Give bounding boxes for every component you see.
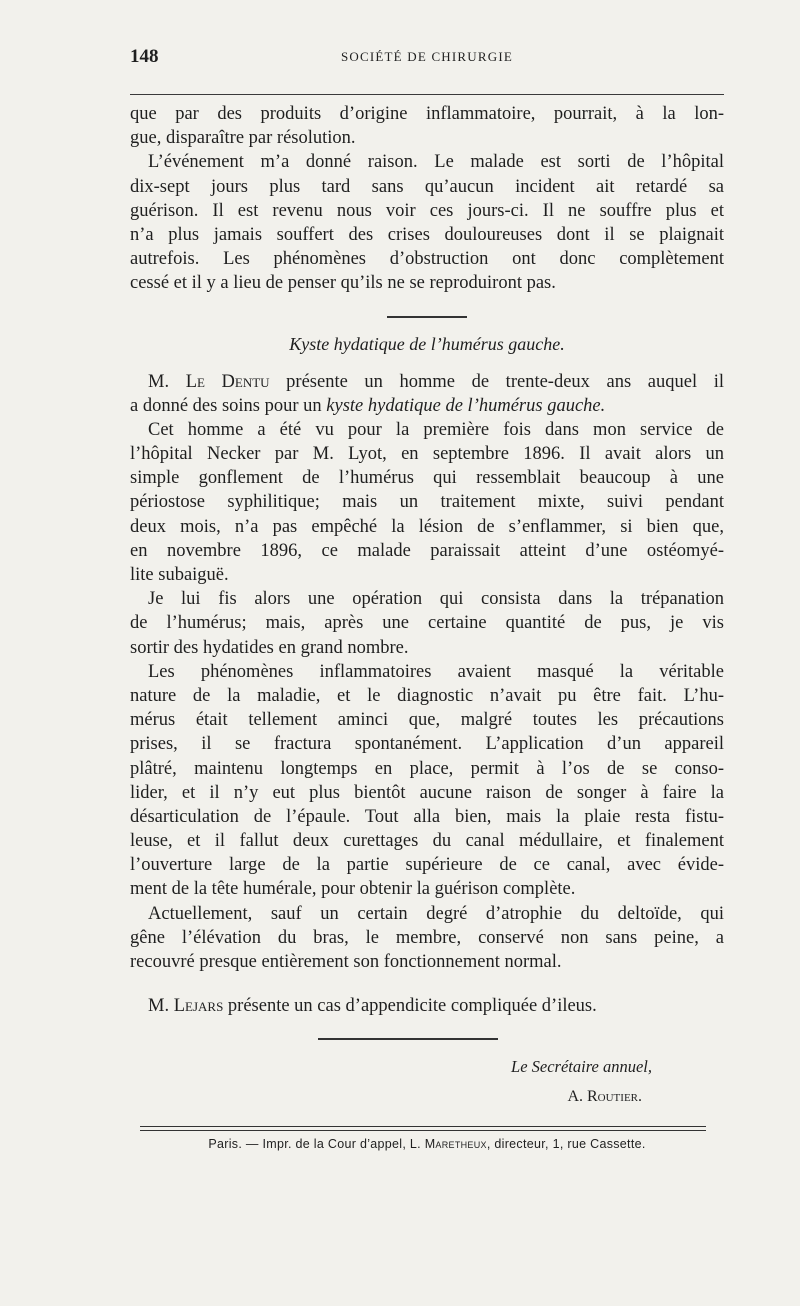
printer-imprint — [130, 1135, 724, 1153]
text-line: mérus était tellement aminci que, malgré toutes les précautions — [130, 710, 724, 731]
running-head: SOCIÉTÉ DE CHIRURGIE — [340, 49, 514, 64]
printer-name: Maretheux — [424, 1137, 487, 1152]
text-line — [130, 394, 724, 418]
text-line: cessé et il y a lieu de penser qu’ils ne se reproduiront pas. — [130, 273, 556, 294]
header-rule — [130, 94, 724, 95]
text-line: guérison. Il est revenu nous voir ces jours-ci. Il ne souffre plus et — [130, 200, 724, 221]
signature-surname: Routier. — [587, 1088, 642, 1106]
text-line — [130, 370, 724, 394]
text-line: l’hôpital Necker par M. Lyot, en septembre 1896. Il avait alors un — [130, 444, 724, 465]
text-line: deux mois, n’a pas empêché la lésion de s’enflammer, si bien que, — [130, 516, 724, 537]
text-line — [130, 994, 724, 1018]
lejars-prefix: M. — [148, 996, 174, 1017]
page-body — [130, 102, 724, 1153]
text-line: dix-sept jours plus tard sans qu’aucun incident ait retardé sa — [130, 176, 724, 197]
text-line: gue, disparaître par résolution. — [130, 128, 356, 149]
lead-text: présente un homme de trente-deux ans auquel il — [269, 371, 724, 392]
section-title: Kyste hydatique de l’humérus gauche. — [289, 333, 565, 354]
text-line: plâtré, maintenu longtemps en place, permit à l’os de se conso- — [130, 758, 724, 779]
text-line: n’a plus jamais souffert des crises douloureuses dont il se plaignait — [130, 224, 724, 245]
text-line: sortir des hydatides en grand nombre. — [130, 637, 409, 658]
text-line: lider, et il n’y eut plus bientôt aucune raison de songer à faire la — [130, 782, 724, 803]
text-line: gêne l’élévation du bras, le membre, conservé non sans peine, a — [130, 927, 724, 948]
text-line: simple gonflement de l’humérus qui ressemblait beaucoup à une — [130, 468, 724, 489]
author-name: Le Dentu — [185, 371, 270, 392]
closing-rule — [318, 1038, 498, 1040]
page-header — [130, 46, 724, 70]
text-line: périostose syphilitique; mais un traitement mixte, suivi pendant — [130, 492, 724, 513]
text-line: Les phénomènes inflammatoires avaient masqué la véritable — [148, 661, 724, 682]
lead-text: a donné des soins pour un — [130, 395, 327, 416]
text-line: autrefois. Les phénomènes d’obstruction ont donc complètement — [130, 249, 724, 270]
imprint-rule — [140, 1130, 706, 1131]
text-line: ment de la tête humérale, pour obtenir la guérison complète. — [130, 879, 576, 900]
signature-role: Le Secrétaire annuel, — [511, 1057, 652, 1077]
lead-italic-text: kyste hydatique de l’humérus gauche. — [326, 395, 606, 416]
text-line: prises, il se fractura spontanément. L’application d’un appareil — [130, 734, 724, 755]
section-divider — [387, 316, 467, 318]
lejars-text: présente un cas d’appendicite compliquée d’ileus. — [223, 996, 597, 1017]
signature-initial: A. — [567, 1088, 587, 1106]
text-line: Actuellement, sauf un certain degré d’atrophie du deltoïde, qui — [148, 903, 724, 924]
text-line: Je lui fis alors une opération qui consista dans la trépanation — [148, 589, 724, 610]
text-line: recouvré presque entièrement son fonctionnement normal. — [130, 952, 562, 972]
signature-name — [130, 1084, 724, 1110]
text-line: L’événement m’a donné raison. Le malade est sorti de l’hôpital — [148, 152, 724, 173]
text-line: lite subaiguë. — [130, 565, 229, 585]
text-line: que par des produits d’origine inflammatoire, pourrait, à la lon- — [130, 104, 724, 124]
text-line: désarticulation de l’épaule. Tout alla bien, mais la plaie resta fistu- — [130, 806, 724, 827]
imprint-text: , directeur, 1, rue Cassette. — [486, 1137, 646, 1152]
text-line: leuse, et il fallut deux curettages du canal médullaire, et finalement — [130, 831, 724, 852]
imprint-rule — [140, 1126, 706, 1127]
lead-prefix: M. — [148, 371, 186, 392]
author-name: Lejars — [173, 996, 224, 1017]
text-line: l’ouverture large de la partie supérieure de ce canal, avec évide- — [130, 855, 724, 876]
imprint-text: Paris. — Impr. de la Cour d’appel, L. — [208, 1137, 425, 1152]
text-line: nature de la maladie, et le diagnostic n’avait pu être fait. L’hu- — [130, 685, 724, 706]
text-line: de l’humérus; mais, après une certaine quantité de pus, je vis — [130, 613, 724, 634]
page-number: 148 — [130, 46, 159, 67]
text-line: Cet homme a été vu pour la première fois dans mon service de — [148, 419, 724, 440]
text-line: en novembre 1896, ce malade paraissait atteint d’une ostéomyé- — [130, 540, 724, 561]
